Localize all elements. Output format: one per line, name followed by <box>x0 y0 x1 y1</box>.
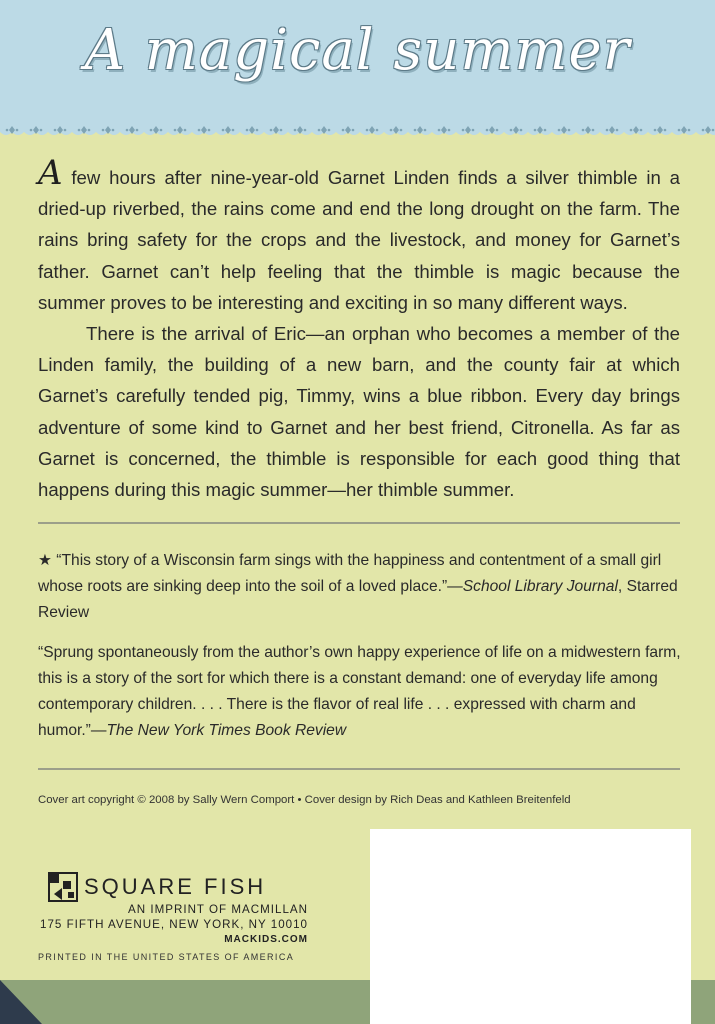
review-suffix: , Starred Review <box>38 578 678 621</box>
divider-top <box>38 522 680 524</box>
publisher-address: 175 FIFTH AVENUE, NEW YORK, NY 10010 <box>40 918 308 931</box>
review-quote <box>38 640 688 744</box>
publisher-imprint <box>38 872 308 947</box>
review-text: “Sprung spontaneously from the author’s own happy experience of life on a midwestern farm, this is a story of the sort for which there is a constant demand: one of everyday life among contemporary children. . . . There is the flavor of real life . . . expressed with charm and humor.”— <box>38 644 681 739</box>
banner-title: A magical summer <box>84 18 631 83</box>
divider-bottom <box>38 768 680 770</box>
barcode-area <box>370 829 691 1024</box>
review-text: ★ “This story of a Wisconsin farm sings with the happiness and contentment of a small girl whose roots are sinking deep into the soil of a loved place.”— <box>38 552 662 595</box>
printed-in-line: PRINTED IN THE UNITED STATES OF AMERICA <box>38 952 295 962</box>
cover-credit: Cover art copyright © 2008 by Sally Wern Comport • Cover design by Rich Deas and Kathleen Breitenfeld <box>38 794 571 806</box>
publisher-brand: SQUARE FISH <box>84 874 267 899</box>
synopsis-paragraph-1-text: few hours after nine-year-old Garnet Linden finds a silver thimble in a dried-up riverbed, the rains come and end the long drought on the farm. The rains bring safety for the crops and the livestock, and money for Garnet’s father. Garnet can’t help feeling that the thimble is magic because the summer proves to be interesting and exciting in so many different ways. <box>38 167 680 313</box>
corner-decoration <box>0 980 42 1024</box>
synopsis-paragraph-2: There is the arrival of Eric—an orphan who becomes a member of the Linden family, the building of a new barn, and the county fair at which Garnet’s carefully tended pig, Timmy, wins a blue ribbon. Every day brings adventure of some kind to Garnet and her best friend, Citronella. As far as Garnet is concerned, the thimble is responsible for each good thing that happens during this magic summer—her thimble summer. <box>38 323 680 501</box>
square-fish-logo-icon <box>48 872 78 902</box>
publisher-logo-row <box>38 872 308 902</box>
review-source: The New York Times Book Review <box>106 722 347 739</box>
publisher-website: MACKIDS.COM <box>224 934 308 945</box>
review-quote <box>38 548 688 626</box>
drop-cap: A <box>38 153 63 193</box>
imprint-line: AN IMPRINT OF MACMILLAN <box>128 903 308 916</box>
synopsis <box>38 153 680 505</box>
title-banner <box>0 0 715 132</box>
review-quotes <box>38 548 688 758</box>
synopsis-paragraph-1 <box>38 153 680 318</box>
review-source: School Library Journal <box>462 578 618 595</box>
decorative-border <box>0 118 715 148</box>
